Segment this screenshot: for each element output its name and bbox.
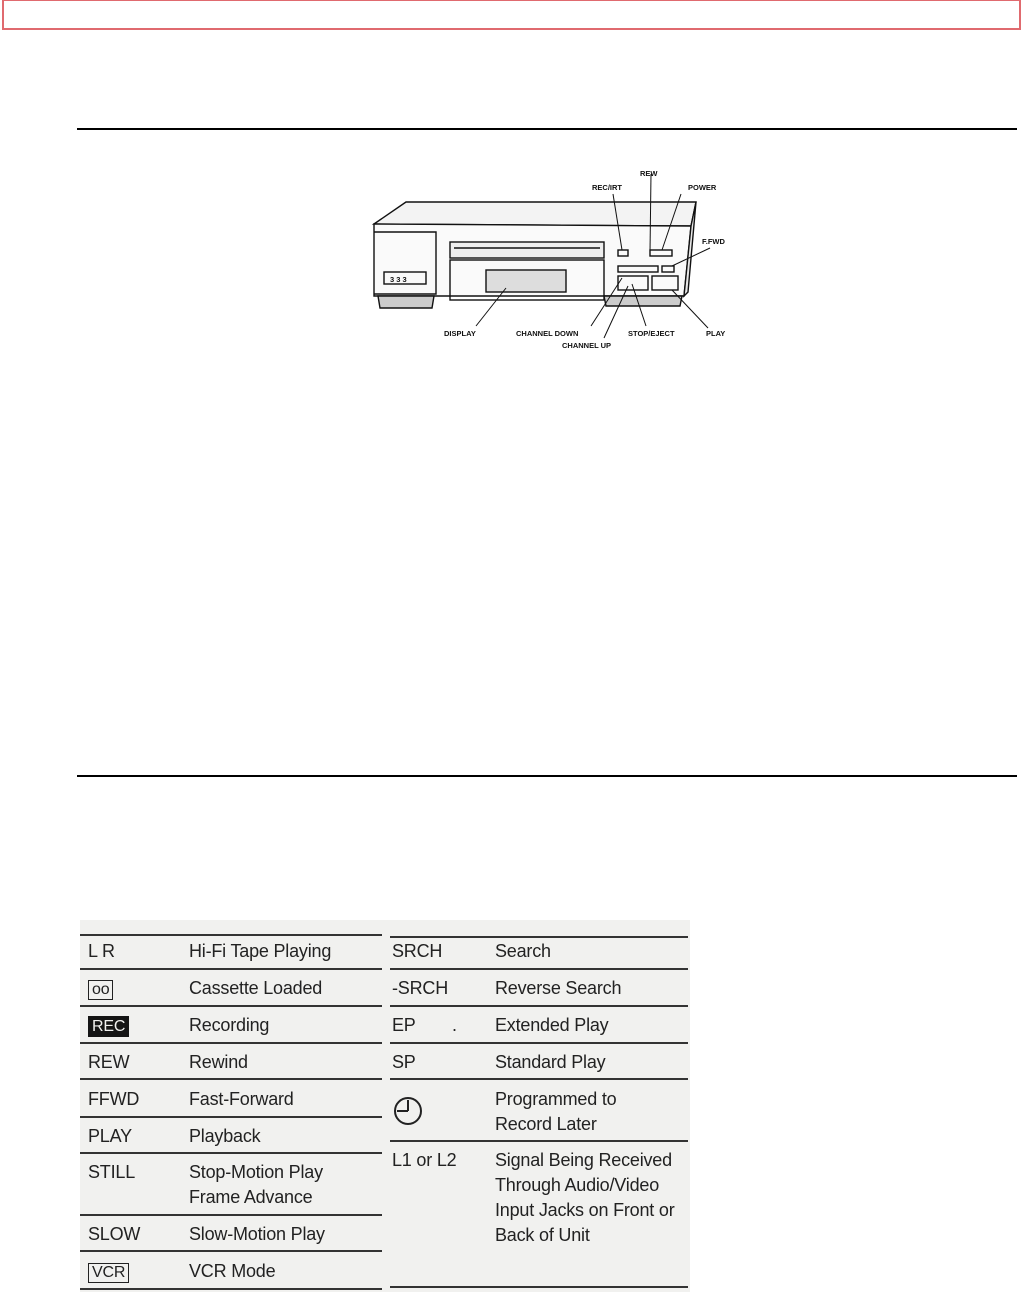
legend-desc-recording: Recording [189,1015,270,1035]
legend-desc-extended-play: Extended Play [495,1015,609,1035]
legend-desc-slow-motion: Slow-Motion Play [189,1224,325,1244]
legend-code-ep: EP [392,1015,416,1035]
legend-code-cassette [88,976,113,1001]
legend-code-rec [88,1013,129,1038]
legend-desc-reverse-search: Reverse Search [495,978,622,998]
section-divider-top [77,128,1017,130]
legend-code-sp: SP [392,1052,416,1072]
legend-divider [390,1042,688,1044]
clock-icon [391,1094,425,1128]
legend-divider [390,1140,688,1142]
legend-code-vcr [88,1259,129,1284]
channel-up-label: CHANNEL UP [562,341,612,350]
legend-desc-vcr-mode: VCR Mode [189,1261,276,1281]
legend-desc-standard-play: Standard Play [495,1052,606,1072]
legend-code-l1-l2: L1 or L2 [392,1150,457,1170]
display-indicator-legend [80,920,690,1292]
stop-eject-label: STOP/EJECT [628,329,675,338]
legend-desc-programmed: Programmed to [495,1089,617,1109]
legend-divider [390,1078,688,1080]
front-jacks-label: 3 3 3 [390,275,407,284]
legend-code-rew: REW [88,1052,130,1072]
legend-desc-stop-motion: Stop-Motion Play [189,1162,323,1182]
legend-desc-cassette-loaded: Cassette Loaded [189,978,323,998]
legend-desc-hifi: Hi-Fi Tape Playing [189,941,332,961]
rec-irt-label: REC/IRT [592,183,622,192]
legend-bottom-border-left [80,1288,382,1290]
legend-desc-playback: Playback [189,1126,261,1146]
legend-code-reverse-srch: -SRCH [392,978,448,998]
legend-desc-search: Search [495,941,551,961]
legend-desc-fast-forward: Fast-Forward [189,1089,294,1109]
rec-indicator-icon: REC [88,1016,129,1037]
section-divider-bottom [77,775,1017,777]
legend-code-lr: L R [88,941,115,961]
display-label: DISPLAY [444,329,476,338]
legend-desc-back-of-unit: Back of Unit [495,1225,590,1245]
legend-divider [80,1042,382,1044]
page-header-bar [2,0,1021,30]
legend-code-still: STILL [88,1162,136,1182]
legend-desc-signal: Signal Being Received [495,1150,672,1170]
legend-code-ffwd: FFWD [88,1089,140,1109]
vcr-front-panel-diagram [366,166,738,356]
legend-divider [80,1005,382,1007]
legend-desc-rewind: Rewind [189,1052,248,1072]
legend-divider [80,1214,382,1216]
legend-bottom-border-right [390,1286,688,1288]
legend-code-slow: SLOW [88,1224,141,1244]
legend-divider [80,968,382,970]
legend-top-border-right [390,936,688,938]
channel-down-label: CHANNEL DOWN [516,329,579,338]
ffwd-label: F.FWD [702,237,725,246]
legend-divider [80,1078,382,1080]
legend-divider [80,1250,382,1252]
legend-top-border-left [80,934,382,936]
power-label: POWER [688,183,717,192]
legend-divider [390,968,688,970]
legend-code-play: PLAY [88,1126,132,1146]
legend-divider [80,1116,382,1118]
legend-ep-dot: . [452,1015,457,1035]
legend-desc-input-jacks: Input Jacks on Front or [495,1200,675,1220]
legend-desc-frame-advance: Frame Advance [189,1187,313,1207]
cassette-icon: oo [88,980,113,1000]
legend-desc-through-av: Through Audio/Video [495,1175,660,1195]
play-label: PLAY [706,329,726,338]
rew-label: REW [640,169,658,178]
legend-divider [390,1005,688,1007]
vcr-mode-icon: VCR [88,1263,129,1283]
legend-divider [80,1152,382,1154]
legend-code-srch: SRCH [392,941,443,961]
legend-desc-record-later: Record Later [495,1114,597,1134]
